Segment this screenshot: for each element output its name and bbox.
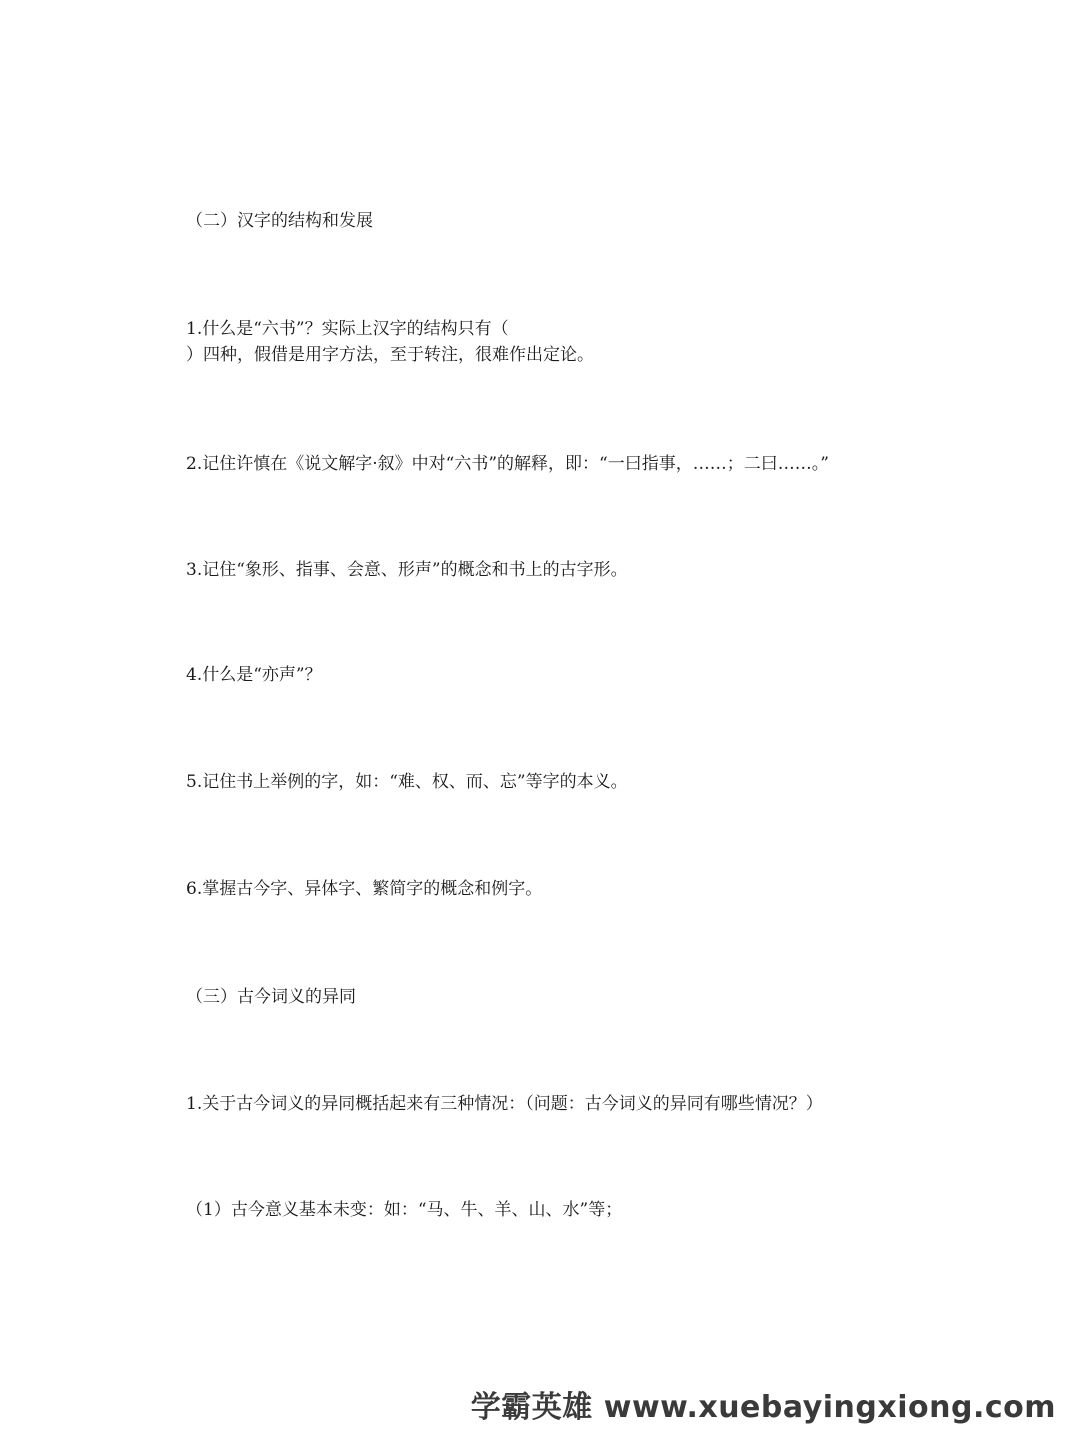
item-2: 2.记住许慎在《说文解字·叙》中对“六书”的解释，即：“一曰指事，……；二曰……。” [186, 454, 829, 474]
section-3-subitem-1: （1）古今意义基本未变：如：“马、牛、羊、山、水”等； [186, 1200, 623, 1220]
section-heading-3: （三）古今词义的异同 [186, 987, 356, 1007]
site-watermark: 学霸英雄 www.xuebayingxiong.com [470, 1390, 1056, 1425]
section-heading-2: （二）汉字的结构和发展 [186, 211, 373, 231]
item-6: 6.掌握古今字、异体字、繁简字的概念和例字。 [186, 879, 543, 899]
item-3: 3.记住“象形、指事、会意、形声”的概念和书上的古字形。 [186, 560, 628, 580]
item-5: 5.记住书上举例的字，如：“难、权、而、忘”等字的本义。 [186, 772, 628, 792]
section-3-item-1: 1.关于古今词义的异同概括起来有三种情况：（问题：古今词义的异同有哪些情况？） [186, 1094, 823, 1114]
item-1-line-1: 1.什么是“六书”？实际上汉字的结构只有（ [186, 319, 509, 339]
item-4: 4.什么是“亦声”？ [186, 665, 322, 685]
item-1-line-2: ）四种，假借是用字方法，至于转注，很难作出定论。 [186, 345, 594, 365]
